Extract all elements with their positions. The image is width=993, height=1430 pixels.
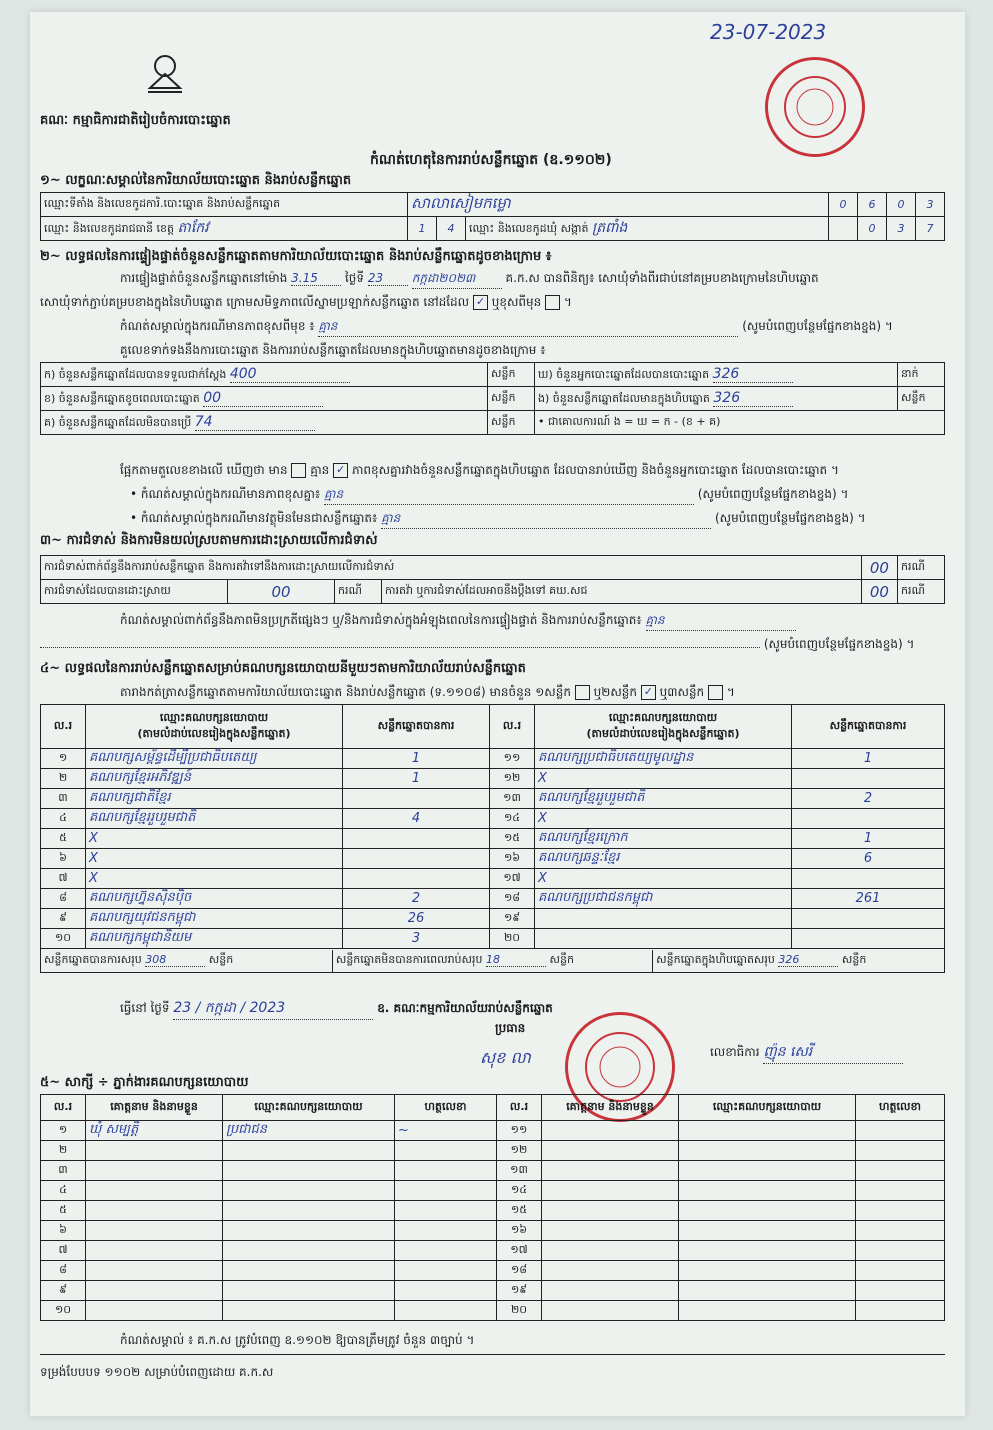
section3-note: កំណត់សម្គាល់ពាក់ព័ន្ធនឹងភាពមិនប្រក្រតីផ្សេងៗ ឬ/និងការជំទាស់ក្នុងអំឡុងពេលនៃការផ្ទៀងផ្ទាត់ និងការរាប់សន្លឹកឆ្នោត៖ គ្មាន [120, 612, 796, 631]
party-votes [792, 809, 945, 829]
row-number: ១៥ [497, 1201, 542, 1221]
table-row [41, 1241, 945, 1261]
witness-signature [856, 1221, 945, 1241]
witness-party [223, 1241, 395, 1261]
section5-heading: ៥~ សាក្សី ÷ ភ្នាក់ងារគណបក្សនយោបាយ [40, 1075, 249, 1090]
row-number: ៦ [41, 1221, 86, 1241]
col-no: ល.រ [497, 1095, 542, 1121]
col-sign: ហត្ថលេខា [395, 1095, 497, 1121]
witness-signature [395, 1161, 497, 1181]
row-number: ១៩ [490, 909, 535, 929]
row-number: ១១ [497, 1121, 542, 1141]
row-number: ១២ [497, 1141, 542, 1161]
witness-signature [395, 1301, 497, 1321]
party-votes [343, 849, 490, 869]
party-name: គណបក្សខ្មែរអភិវឌ្ឍន៍ [86, 769, 343, 789]
witness-signature [856, 1241, 945, 1261]
witness-name [542, 1161, 679, 1181]
witness-name [86, 1281, 223, 1301]
row-number: ១១ [490, 749, 535, 769]
witness-signature [395, 1261, 497, 1281]
result-intro: គួលេខទាក់ទងនឹងការបោះឆ្នោត និងការរាប់សន្លឹកឆ្នោតដែលមានក្នុងហិបឆ្នោតមានដូចខាងក្រោម ៖ [120, 343, 546, 357]
party-name: គណបក្សឆន្ទៈខ្មែរ [535, 849, 792, 869]
chair-label: ប្រធាន [495, 1021, 526, 1035]
witness-signature [856, 1161, 945, 1181]
unit: ករណី [898, 580, 945, 604]
table-row [41, 1221, 945, 1241]
col-votes: សន្លឹកឆ្នោតបានការ [792, 705, 945, 749]
party-votes [792, 769, 945, 789]
row-number: ៩ [41, 1281, 86, 1301]
witness-party [223, 1181, 395, 1201]
unit: ករណី [898, 556, 945, 580]
form-model: ទម្រង់បែបបទ ១១០២ សម្រាប់បំពេញដោយ គ.ក.ស [40, 1365, 274, 1379]
party-votes: 4 [343, 809, 490, 829]
table-row [41, 829, 945, 849]
unit: ករណី [335, 580, 382, 604]
table-row [41, 1201, 945, 1221]
witness-signature: ~ [395, 1121, 497, 1141]
witness-party [679, 1221, 856, 1241]
witness-name [86, 1301, 223, 1321]
witness-name [542, 1281, 679, 1301]
witness-signature [856, 1301, 945, 1321]
unchanged-checkbox[interactable]: ✓ [473, 295, 488, 310]
appeal-count: 00 [861, 580, 897, 604]
party-votes: 2 [792, 789, 945, 809]
table-row [41, 809, 945, 829]
row-number: ៦ [41, 849, 86, 869]
witness-party [223, 1201, 395, 1221]
witness-party [223, 1141, 395, 1161]
box-total: សន្លឹកឆ្នោតក្នុងហិបឆ្នោតសរុប 326 សន្លឹក [656, 952, 867, 966]
col-name: គោត្តនាម និងនាមខ្លួន [86, 1095, 223, 1121]
witness-signature [395, 1221, 497, 1241]
commune-code: 3 [887, 217, 916, 241]
witness-name [86, 1181, 223, 1201]
section3-hint-line: (សូមបំពេញបន្ថែមផ្នែកខាងខ្នង) ។ [40, 636, 914, 654]
code-digit: 0 [829, 193, 858, 217]
table-row [41, 769, 945, 789]
section3-heading: ៣~ ការជំទាស់ និងការមិនយល់ស្របតាមការដោះស្រាយលើការជំទាស់ [40, 533, 378, 548]
col-votes: សន្លឹកឆ្នោតបានការ [343, 705, 490, 749]
row-number: ៥ [41, 1201, 86, 1221]
witness-name [542, 1141, 679, 1161]
location-label: ឈ្មោះទីតាំង និងលេខកូដការិ.បោះឆ្នោត និងរាប់សន្លឹកឆ្នោត [41, 193, 408, 217]
no-diff-checkbox[interactable]: ✓ [333, 463, 348, 478]
row-number: ១៣ [490, 789, 535, 809]
province-label: ឈ្មោះ និងលេខកូដរាជធានី ខេត្ត តាកែវ [41, 217, 408, 241]
count-row: គ) ចំនួនសន្លឹកឆ្នោតដែលមិនបានប្រើ 74 [41, 411, 488, 435]
appeal-label: ការតវ៉ា ឬការជំទាស់ដែលអាចនឹងប្តឹងទៅ គឃ.សជ [382, 580, 862, 604]
party-name: X [535, 809, 792, 829]
row-number: ៥ [41, 829, 86, 849]
row-number: ៧ [41, 1241, 86, 1261]
witness-name [86, 1141, 223, 1161]
witness-name [542, 1241, 679, 1261]
party-votes: 6 [792, 849, 945, 869]
col-party: ឈ្មោះគណបក្សនយោបាយ (តាមលំដាប់លេខរៀងក្នុងសន្លឹកឆ្នោត) [535, 705, 792, 749]
location-value: សាលាសៀមកម្លោ [408, 193, 829, 217]
party-votes: 1 [343, 749, 490, 769]
col-name: គោត្តនាម និងនាមខ្លួន [542, 1095, 679, 1121]
commune-code [829, 217, 858, 241]
two-sheet-checkbox[interactable]: ✓ [641, 685, 656, 700]
footer-divider [40, 1354, 945, 1355]
note-line: កំណត់សម្គាល់ក្នុងករណីមានភាពខុសពីមុខ ៖ គ្មាន (សូមបំពេញបន្ថែមផ្នែកខាងខ្នង) ។ [120, 318, 893, 337]
party-name: គណបក្សខ្មែររួបរួមជាតិ [535, 789, 792, 809]
unit: សន្លឹក [898, 387, 945, 411]
resolved-count: 00 [228, 580, 335, 604]
witness-signature [856, 1281, 945, 1301]
unit: សន្លឹក [488, 363, 535, 387]
witness-name [542, 1121, 679, 1141]
section4-intro: តារាងកត់ត្រាសន្លឹកឆ្នោតតាមការិយាល័យបោះឆ្នោត និងរាប់សន្លឹកឆ្នោត (ទ.១១០៨) មានចំនួន ១សន្លឹក ឬ២សន្លឹក ✓ ឬ៣សន្លឹក ។ [120, 685, 735, 699]
unit: សន្លឹក [488, 411, 535, 435]
witness-party [679, 1301, 856, 1321]
row-number: ២ [41, 1141, 86, 1161]
row-number: ៨ [41, 1261, 86, 1281]
witness-party [679, 1141, 856, 1161]
row-number: ៤ [41, 809, 86, 829]
row-number: ៧ [41, 869, 86, 889]
commune-code: 0 [858, 217, 887, 241]
footer-note: កំណត់សម្គាល់ ៖ គ.ក.ស ត្រូវបំពេញ ឧ.១១០២ ឱ្យបានត្រឹមត្រូវ ចំនួន ៣ច្បាប់ ។ [120, 1333, 475, 1347]
witness-party [679, 1241, 856, 1261]
nec-logo [140, 46, 190, 96]
count-row: ក) ចំនួនសន្លឹកឆ្នោតដែលបានទទួលជាក់ស្តែង 400 [41, 363, 488, 387]
witness-name [86, 1241, 223, 1261]
row-number: ១៧ [497, 1241, 542, 1261]
party-votes [792, 929, 945, 949]
party-votes [792, 909, 945, 929]
table-row [41, 1261, 945, 1281]
row-number: ១០ [41, 1301, 86, 1321]
witness-party [679, 1181, 856, 1201]
bullet1: • កំណត់សម្គាល់ក្នុងករណីមានភាពខុសគ្នា៖ គ្មាន (សូមបំពេញបន្ថែមផ្នែកខាងខ្នង) ។ [130, 486, 848, 505]
party-name: គណបក្សប្រជាជនកម្ពុជា [535, 889, 792, 909]
party-name: គណបក្សខ្មែរក្រោក [535, 829, 792, 849]
invalid-total: សន្លឹកឆ្នោតមិនបានការពេលរាប់សរុប 18 សន្លឹក [333, 950, 653, 972]
has-diff-checkbox[interactable] [291, 463, 306, 478]
party-name [535, 929, 792, 949]
changed-checkbox[interactable] [545, 295, 560, 310]
row-number: ១៤ [497, 1181, 542, 1201]
party-results-table [40, 704, 945, 973]
party-name: X [535, 869, 792, 889]
row-number: ២០ [497, 1301, 542, 1321]
row-number: ១ [41, 1121, 86, 1141]
table-row [41, 929, 945, 949]
made-on-line: ធ្វើនៅ ថ្ងៃទី 23 / កក្កដា / 2023 ឧ. គណៈកម្មការិយាល័យរាប់សន្លឹកឆ្នោត [120, 998, 553, 1020]
row-number: ១ [41, 749, 86, 769]
witness-party [679, 1261, 856, 1281]
party-votes [343, 869, 490, 889]
verify-line2: សោឃុំទាក់ភ្ជាប់គម្របខាងក្នុងនៃហិបឆ្នោត ក្រោមសមិទ្ធភាពលើស្នាមប្រឡាក់សន្លឹកឆ្នោត នៅដដែល ✓ ឬខុសពីមុន ។ [40, 295, 572, 309]
count-row: ឃ) ចំនួនអ្នកបោះឆ្នោតដែលបានបោះឆ្នោត 326 [535, 363, 898, 387]
section4-heading: ៤~ លទ្ធផលនៃការរាប់សន្លឹកឆ្នោតសម្រាប់គណបក្សនយោបាយនីមួយៗតាមការិយាល័យរាប់សន្លឹកឆ្នោត [40, 661, 526, 676]
witness-party [679, 1281, 856, 1301]
secretary-line: លេខាធិការ ញ៉ុន សេរី [710, 1042, 903, 1064]
witness-name [86, 1261, 223, 1281]
province-code: 4 [437, 217, 466, 241]
witness-name [542, 1181, 679, 1201]
verify-line: ការផ្ទៀងផ្ទាត់ចំនួនសន្លឹកឆ្នោតនៅម៉ោង 3.15 ថ្ងៃទី 23 កក្កដា២០២៣ គ.ក.ស បានពិនិត្យ៖ សោឃុំទាំងពីរជាប់នៅគម្របខាងក្រោមនៃហិបឆ្នោត [120, 270, 950, 289]
witness-signature [856, 1201, 945, 1221]
party-name: គណបក្សហ្វ៊ុនស៊ិនប៉ិច [86, 889, 343, 909]
row-number: ៨ [41, 889, 86, 909]
witness-name: ឃុំ សម្បត្តិ [86, 1121, 223, 1141]
table-row [41, 1161, 945, 1181]
row-number: ៤ [41, 1181, 86, 1201]
witness-signature [395, 1181, 497, 1201]
commune-label: ឈ្មោះ និងលេខកូដឃុំ សង្កាត់ ត្រពាំង [466, 217, 829, 241]
party-votes: 1 [792, 829, 945, 849]
objection-label: ការជំទាស់ពាក់ព័ន្ធនឹងការរាប់សន្លឹកឆ្នោត និងការតវ៉ាទៅនឹងការដោះស្រាយលើការជំទាស់ [41, 556, 862, 580]
party-votes [343, 789, 490, 809]
count-row: ខ) ចំនួនសន្លឹកឆ្នោតខូចពេលបោះឆ្នោត 00 [41, 387, 488, 411]
section1-heading: ១~ លក្ខណៈសម្គាល់នៃការិយាល័យបោះឆ្នោត និងរាប់សន្លឹកឆ្នោត [40, 173, 352, 188]
party-votes: 1 [343, 769, 490, 789]
row-number: ២ [41, 769, 86, 789]
party-name [535, 909, 792, 929]
row-number: ១០ [41, 929, 86, 949]
row-number: ១៩ [497, 1281, 542, 1301]
handwritten-date: 23-07-2023 [710, 20, 827, 44]
row-number: ១៣ [497, 1161, 542, 1181]
ballot-counts-table [40, 362, 945, 435]
row-number: ៣ [41, 789, 86, 809]
party-votes [343, 829, 490, 849]
row-number: ១៨ [497, 1261, 542, 1281]
witness-signature [856, 1181, 945, 1201]
witness-party [223, 1281, 395, 1301]
col-party: ឈ្មោះគណបក្សនយោបាយ (តាមលំដាប់លេខរៀងក្នុងសន្លឹកឆ្នោត) [86, 705, 343, 749]
bullet2: • កំណត់សម្គាល់ក្នុងករណីមានវត្ថុមិនមែនជាសន្លឹកឆ្នោត៖ គ្មាន (សូមបំពេញបន្ថែមផ្នែកខាងខ្នង) ។ [130, 510, 866, 529]
section2-heading: ២~ លទ្ធផលនៃការផ្ទៀងផ្ទាត់ចំនួនសន្លឹកឆ្នោតតាមការិយាល័យបោះឆ្នោត និងរាប់សន្លឹកឆ្នោតដូចខាងក្រោម ៖ [40, 249, 552, 264]
party-name: X [86, 829, 343, 849]
party-votes: 3 [343, 929, 490, 949]
row-number: ១៥ [490, 829, 535, 849]
witness-party [223, 1261, 395, 1281]
form-title: កំណត់ហេតុនៃការរាប់សន្លឹកឆ្នោត (ឧ.១១០២) [370, 152, 612, 168]
code-digit: 6 [858, 193, 887, 217]
witness-party [223, 1301, 395, 1321]
form-sheet [30, 12, 965, 1416]
party-votes: 26 [343, 909, 490, 929]
row-number: ១៧ [490, 869, 535, 889]
table-row [41, 1181, 945, 1201]
chair-signature: សុខ លា [480, 1048, 531, 1067]
col-no: ល.រ [41, 705, 86, 749]
objections-table [40, 555, 945, 604]
committee-name: គណៈ កម្មាធិការជាតិរៀបចំការបោះឆ្នោត [40, 113, 231, 128]
witness-signature [856, 1141, 945, 1161]
witness-party [679, 1201, 856, 1221]
witness-name [542, 1301, 679, 1321]
party-name: គណបក្សយុវជនកម្ពុជា [86, 909, 343, 929]
party-votes [792, 869, 945, 889]
province-code: 1 [408, 217, 437, 241]
table-row [41, 789, 945, 809]
witness-name [542, 1261, 679, 1281]
table-row [41, 849, 945, 869]
code-digit: 3 [916, 193, 945, 217]
party-name: គណបក្សកម្ពុជានិយម [86, 929, 343, 949]
table-row [41, 889, 945, 909]
row-number: ១៦ [497, 1221, 542, 1241]
row-number: ១៨ [490, 889, 535, 909]
witness-party [679, 1121, 856, 1141]
witness-signature [395, 1201, 497, 1221]
party-name: X [535, 769, 792, 789]
col-no: ល.រ [41, 1095, 86, 1121]
commune-code: 7 [916, 217, 945, 241]
row-number: ១៤ [490, 809, 535, 829]
resolved-label: ការជំទាស់ដែលបានដោះស្រាយ [41, 580, 228, 604]
party-name: គណបក្សខ្មែររួបរួមជាតិ [86, 809, 343, 829]
table-row [41, 1121, 945, 1141]
witness-party [223, 1161, 395, 1181]
valid-total: សន្លឹកឆ្នោតបានការសរុប 308 សន្លឹក [41, 950, 333, 972]
totals-row [41, 949, 945, 973]
col-party: ឈ្មោះគណបក្សនយោបាយ [679, 1095, 856, 1121]
unit: សន្លឹក [488, 387, 535, 411]
witness-name [542, 1221, 679, 1241]
table-row [41, 1301, 945, 1321]
witness-party [679, 1161, 856, 1181]
col-party: ឈ្មោះគណបក្សនយោបាយ [223, 1095, 395, 1121]
witness-signature [395, 1241, 497, 1261]
witness-signature [395, 1141, 497, 1161]
witness-table [40, 1094, 945, 1321]
three-sheet-checkbox[interactable] [708, 685, 723, 700]
table-row [41, 909, 945, 929]
row-number: ១៦ [490, 849, 535, 869]
party-votes: 261 [792, 889, 945, 909]
row-number: ៩ [41, 909, 86, 929]
table-row [41, 749, 945, 769]
unit: នាក់ [898, 363, 945, 387]
party-votes: 1 [792, 749, 945, 769]
row-number: ៣ [41, 1161, 86, 1181]
witness-signature [856, 1261, 945, 1281]
party-votes: 2 [343, 889, 490, 909]
witness-name [86, 1201, 223, 1221]
table-row [41, 1281, 945, 1301]
one-sheet-checkbox[interactable] [575, 685, 590, 700]
col-no: ល.រ [490, 705, 535, 749]
witness-name [86, 1161, 223, 1181]
section1-table [40, 192, 945, 241]
witness-name [86, 1221, 223, 1241]
witness-signature [856, 1121, 945, 1141]
formula: • ជាគោលការណ៍ ង = ឃ = ក - (ខ + គ) [535, 411, 945, 435]
party-name: X [86, 849, 343, 869]
table-row [41, 869, 945, 889]
row-number: ២០ [490, 929, 535, 949]
count-row: ង) ចំនួនសន្លឹកឆ្នោតដែលមានក្នុងហិបឆ្នោត 326 [535, 387, 898, 411]
row-number: ១២ [490, 769, 535, 789]
compare-line: ផ្អែកតាមតួលេខខាងលើ ឃើញថា មាន គ្មាន ✓ ភាពខុសគ្នារវាងចំនួនសន្លឹកឆ្នោតក្នុងហិបឆ្នោត ដែលបានរាប់ឃើញ និងចំនួនអ្នកបោះឆ្នោត ដែលបានបោះឆ្នោត ។ [120, 463, 839, 477]
table-row [41, 1141, 945, 1161]
code-digit: 0 [887, 193, 916, 217]
witness-party [223, 1221, 395, 1241]
col-sign: ហត្ថលេខា [856, 1095, 945, 1121]
witness-party: ប្រជាជន [223, 1121, 395, 1141]
official-stamp-top [765, 57, 865, 157]
party-name: X [86, 869, 343, 889]
witness-name [542, 1201, 679, 1221]
objection-count: 00 [861, 556, 897, 580]
party-name: គណបក្សជាតិខ្មែរ [86, 789, 343, 809]
party-name: គណបក្សប្រជាធិបតេយ្យមូលដ្ឋាន [535, 749, 792, 769]
party-name: គណបក្សសម្ព័ន្ធដើម្បីប្រជាធិបតេយ្យ [86, 749, 343, 769]
witness-signature [395, 1281, 497, 1301]
